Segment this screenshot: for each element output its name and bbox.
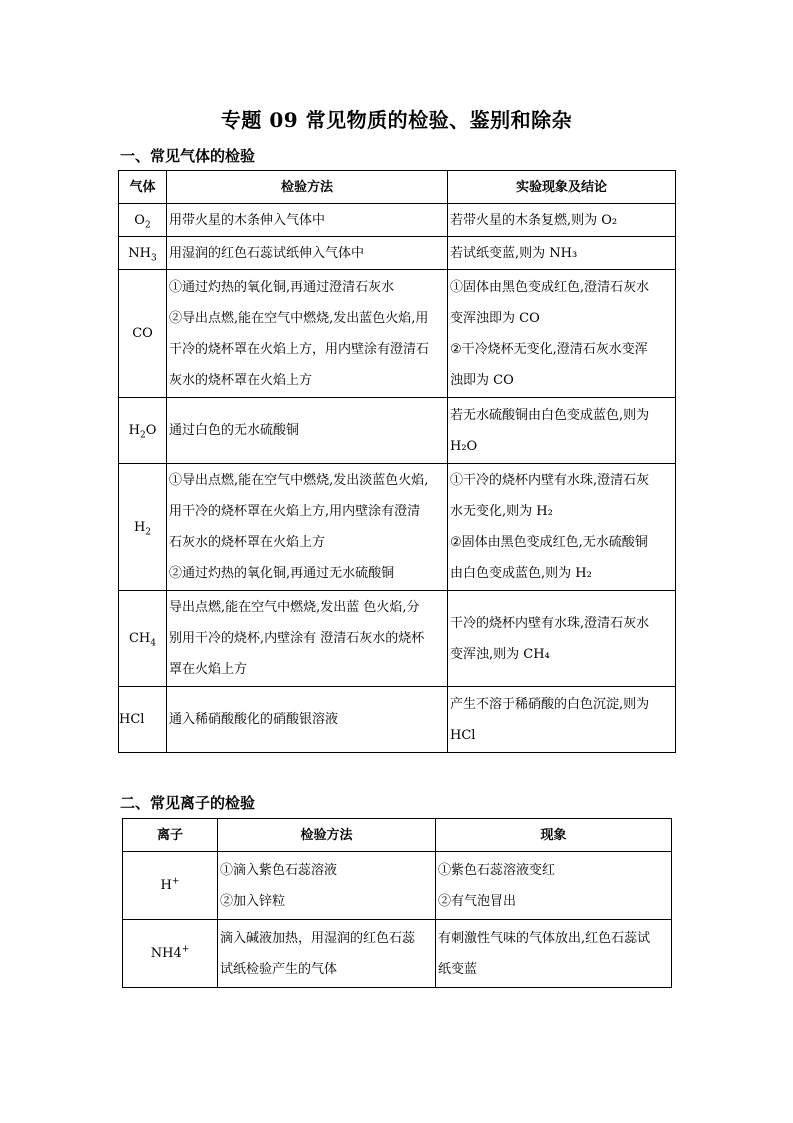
gas-cell: HCl [119,687,167,753]
header-result: 实验现象及结论 [448,171,676,204]
table-row [119,591,676,687]
section-heading-gases: 一、常见气体的检验 [120,147,256,165]
table-row [119,237,676,270]
result-cell: 若试纸变蓝,则为 NH₃ [448,237,676,270]
method-cell: 滴入碱液加热，用湿润的红色石蕊 试纸检验产生的气体 [218,920,436,988]
result-cell: ①固体由黑色变成红色,澄清石灰水 变浑浊即为 CO ②干冷烧杯无变化,澄清石灰水变浑 浊即为 CO [448,270,676,398]
gas-cell: $H_2O$ [119,398,167,464]
gas-cell: CO [119,270,167,398]
table-row [119,204,676,237]
section-heading-ions: 二、常见离子的检验 [120,794,256,812]
gas-detection-table [118,170,676,753]
table-header-row [123,819,672,852]
gas-cell: $H_2$ [119,464,167,591]
result-cell: 有刺激性气味的气体放出,红色石蕊试 纸变蓝 [436,920,672,988]
ion-cell: NH4+ [123,920,218,988]
method-cell: 用湿润的红色石蕊试纸伸入气体中 [167,237,448,270]
ion-detection-table [122,818,672,988]
header-ion: 离子 [123,819,218,852]
result-cell: ①紫色石蕊溶液变红 ②有气泡冒出 [436,852,672,920]
table-row [119,398,676,464]
table-row [119,270,676,398]
ion-cell: H+ [123,852,218,920]
method-cell: ①导出点燃,能在空气中燃烧,发出淡蓝色火焰, 用干冷的烧杯罩在火焰上方,用内壁涂有澄清 石灰水的烧杯罩在火焰上方 ②通过灼热的氧化铜,再通过无水硫酸铜 [167,464,448,591]
header-method: 检验方法 [218,819,436,852]
table-row [119,687,676,753]
page-title: 专题 09 常见物质的检验、鉴别和除杂 [220,108,573,132]
result-cell: 干冷的烧杯内壁有水珠,澄清石灰水 变浑浊,则为 CH₄ [448,591,676,687]
header-gas: 气体 [119,171,167,204]
header-method: 检验方法 [167,171,448,204]
header-phenomenon: 现象 [436,819,672,852]
method-cell: 通过白色的无水硫酸铜 [167,398,448,464]
method-cell: 通入稀硝酸酸化的硝酸银溶液 [167,687,448,753]
gas-cell: $CH_4$ [119,591,167,687]
method-cell: 用带火星的木条伸入气体中 [167,204,448,237]
result-cell: 产生不溶于稀硝酸的白色沉淀,则为 HCl [448,687,676,753]
method-cell: ①滴入紫色石蕊溶液 ②加入锌粒 [218,852,436,920]
table-row [123,920,672,988]
gas-cell: $O_2$ [119,204,167,237]
method-cell: 导出点燃,能在空气中燃烧,发出蓝 色火焰,分 别用干冷的烧杯,内壁涂有 澄清石灰水的烧杯 罩在火焰上方 [167,591,448,687]
method-cell: ①通过灼热的氧化铜,再通过澄清石灰水 ②导出点燃,能在空气中燃烧,发出蓝色火焰,用 干冷的烧杯罩在火焰上方，用内壁涂有澄清石 灰水的烧杯罩在火焰上方 [167,270,448,398]
result-cell: 若无水硫酸铜由白色变成蓝色,则为 H₂O [448,398,676,464]
result-cell: ①干冷的烧杯内壁有水珠,澄清石灰 水无变化,则为 H₂ ②固体由黑色变成红色,无水硫酸铜 由白色变成蓝色,则为 H₂ [448,464,676,591]
result-cell: 若带火星的木条复燃,则为 O₂ [448,204,676,237]
table-header-row [119,171,676,204]
gas-cell: $NH_3$ [119,237,167,270]
table-row [123,852,672,920]
table-row [119,464,676,591]
